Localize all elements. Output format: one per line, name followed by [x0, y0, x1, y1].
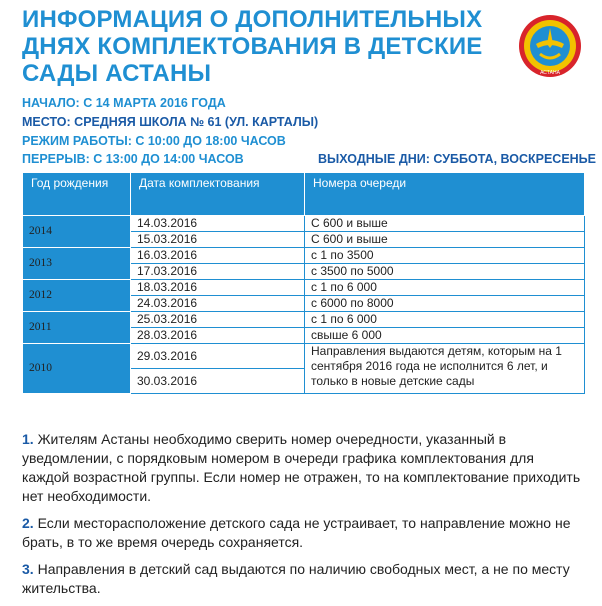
- note-item: 1. Жителям Астаны необходимо сверить номер очередности, указанный в уведомлении, с порядковым номером в очереди графика комплектования для каждой возрастной группы. Если номер не отражен, то на комплектование приходить нет необходимости.: [22, 431, 581, 504]
- table-row: [23, 248, 585, 264]
- notes: [22, 430, 582, 606]
- info-hours: РЕЖИМ РАБОТЫ: С 10:00 ДО 18:00 ЧАСОВ: [22, 134, 286, 148]
- date-cell: 14.03.2016: [131, 216, 305, 232]
- page-title: ИНФОРМАЦИЯ О ДОПОЛНИТЕЛЬНЫХ ДНЯХ КОМПЛЕКТОВАНИЯ В ДЕТСКИЕ САДЫ АСТАНЫ: [22, 6, 483, 87]
- year-cell: 2014: [23, 216, 131, 248]
- header-year: Год рождения: [23, 173, 131, 216]
- schedule-table: [22, 172, 585, 394]
- queue-cell: с 1 по 6 000: [305, 312, 585, 328]
- queue-cell: с 1 по 6 000: [305, 280, 585, 296]
- astana-emblem: [518, 14, 582, 78]
- date-cell: 17.03.2016: [131, 264, 305, 280]
- date-cell: 15.03.2016: [131, 232, 305, 248]
- date-cell: 25.03.2016: [131, 312, 305, 328]
- info-break: ПЕРЕРЫВ: С 13:00 ДО 14:00 ЧАСОВ: [22, 152, 244, 166]
- date-cell: 18.03.2016: [131, 280, 305, 296]
- table-row: [23, 280, 585, 296]
- note-item: 3. Направления в детский сад выдаются по наличию свободных мест, а не по месту жительства.: [22, 561, 570, 596]
- table-row: [23, 344, 585, 369]
- queue-cell: С 600 и выше: [305, 216, 585, 232]
- info-days-off: ВЫХОДНЫЕ ДНИ: СУББОТА, ВОСКРЕСЕНЬЕ: [318, 152, 597, 166]
- date-cell: 16.03.2016: [131, 248, 305, 264]
- date-cell: 24.03.2016: [131, 296, 305, 312]
- note-item: 2. Если месторасположение детского сада не устраивает, то направление можно не брать, в то же время очередь сохраняется.: [22, 515, 571, 550]
- queue-cell: с 3500 по 5000: [305, 264, 585, 280]
- year-cell: 2012: [23, 280, 131, 312]
- header-queue: Номера очереди: [305, 173, 585, 216]
- header-date: Дата комплектования: [131, 173, 305, 216]
- table-row: [23, 216, 585, 232]
- date-cell: 28.03.2016: [131, 328, 305, 344]
- year-cell: 2010: [23, 344, 131, 394]
- queue-cell: свыше 6 000: [305, 328, 585, 344]
- queue-note-cell: Направления выдаются детям, которым на 1 сентября 2016 года не исполнится 6 лет, и только в новые детские сады: [305, 344, 585, 394]
- queue-cell: с 1 по 3500: [305, 248, 585, 264]
- queue-cell: С 600 и выше: [305, 232, 585, 248]
- date-cell: 30.03.2016: [131, 369, 305, 394]
- info-place: МЕСТО: СРЕДНЯЯ ШКОЛА № 61 (УЛ. КАРТАЛЫ): [22, 115, 319, 129]
- year-cell: 2013: [23, 248, 131, 280]
- queue-cell: с 6000 по 8000: [305, 296, 585, 312]
- table-row: [23, 312, 585, 328]
- emblem-text: АСТАНА: [540, 70, 560, 76]
- info-start: НАЧАЛО: С 14 МАРТА 2016 ГОДА: [22, 96, 226, 110]
- year-cell: 2011: [23, 312, 131, 344]
- date-cell: 29.03.2016: [131, 344, 305, 369]
